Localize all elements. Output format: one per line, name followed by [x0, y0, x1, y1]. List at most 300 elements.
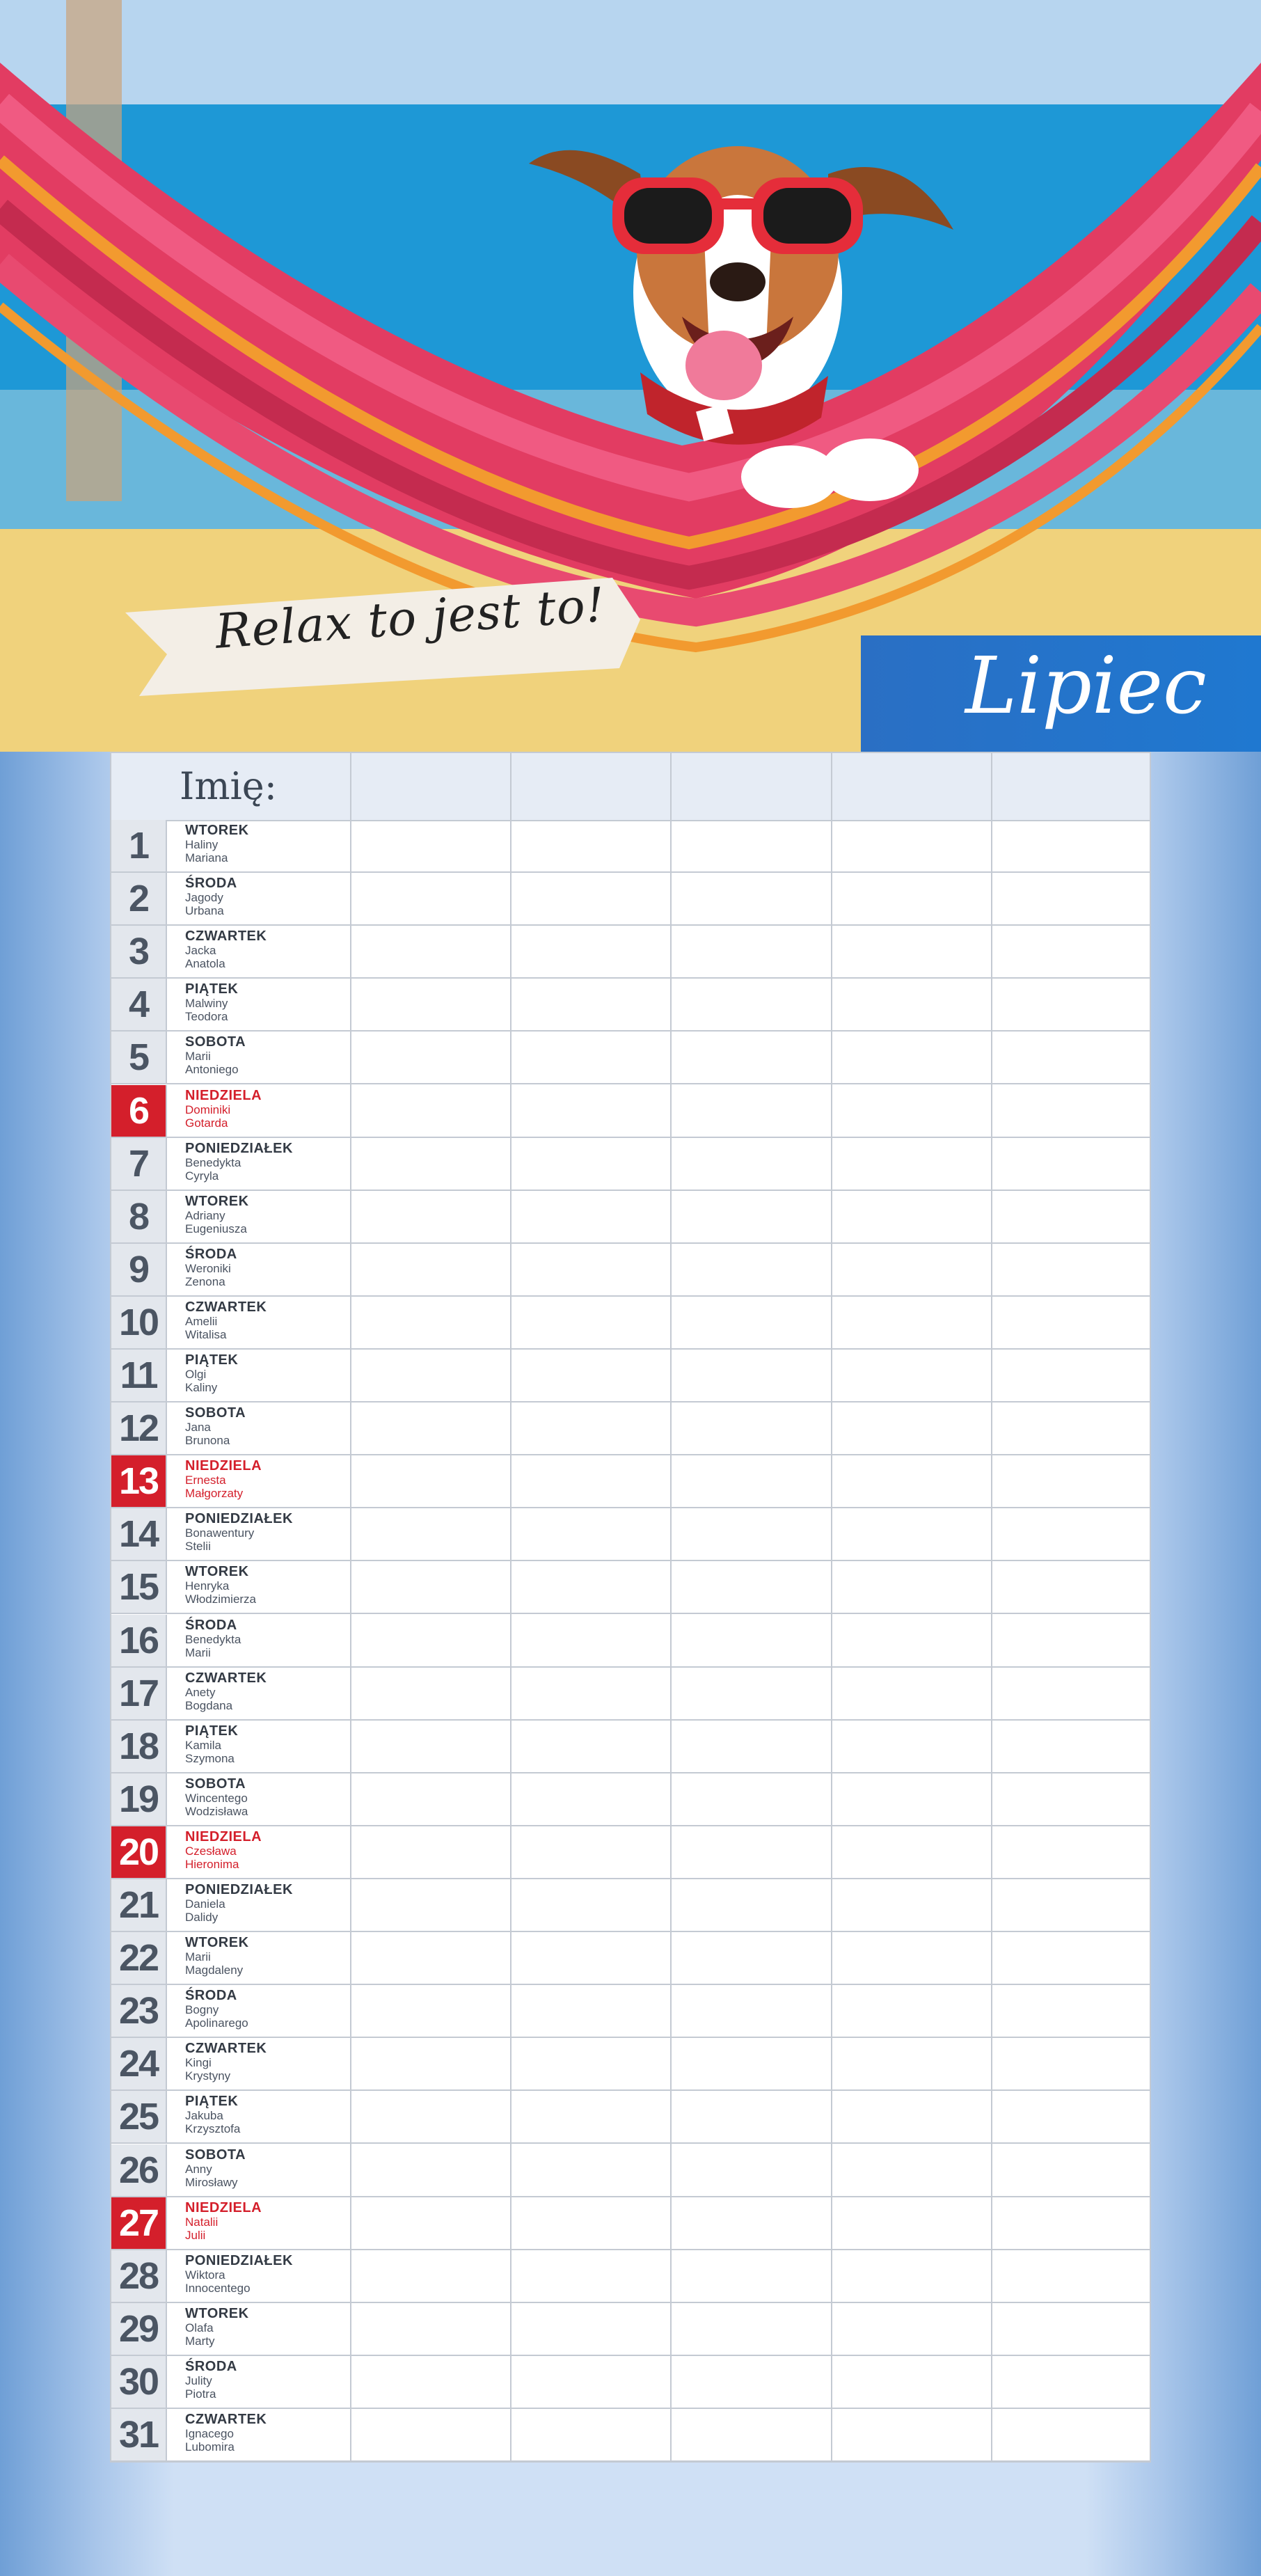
note-cell[interactable]: [511, 2144, 670, 2196]
nameday-name: Daniela: [185, 1897, 225, 1911]
note-cell[interactable]: [351, 1244, 510, 1295]
day-info: [185, 981, 238, 1023]
note-cell[interactable]: [992, 2091, 1150, 2142]
day-number-cell: [111, 1244, 167, 1295]
note-cell[interactable]: [992, 1932, 1150, 1984]
note-cell[interactable]: [511, 1350, 670, 1401]
day-row: [111, 2091, 1150, 2144]
nameday-name: Kingi: [185, 2056, 212, 2070]
note-cell[interactable]: [351, 2144, 510, 2196]
note-cell[interactable]: [992, 2356, 1150, 2408]
note-cell[interactable]: [832, 2409, 991, 2460]
nameday-name: Kamila: [185, 1738, 221, 1752]
day-number: 2: [128, 878, 149, 920]
note-cell[interactable]: [351, 1615, 510, 1666]
day-number: 29: [118, 2307, 159, 2350]
day-number: 15: [118, 1566, 159, 1609]
nameday-name: Amelii: [185, 1314, 218, 1328]
note-cell[interactable]: [672, 1297, 831, 1348]
note-cell[interactable]: [511, 1932, 670, 1984]
day-number: 9: [128, 1248, 149, 1290]
day-number: 25: [118, 2096, 159, 2138]
nameday-name: Wodzisława: [185, 1804, 248, 1818]
note-cell[interactable]: [511, 2303, 670, 2355]
nameday-name: Krzysztofa: [185, 2122, 241, 2136]
weekday-label: PIĄTEK: [185, 2094, 239, 2110]
note-cell[interactable]: [672, 2409, 831, 2460]
note-cell[interactable]: [992, 2409, 1150, 2460]
note-cell[interactable]: [832, 1508, 991, 1560]
day-row: [111, 1350, 1150, 1402]
nameday-name: Witalisa: [185, 1327, 227, 1341]
note-cell[interactable]: [832, 1455, 991, 1507]
nameday-name: Olgi: [185, 1368, 207, 1381]
nameday-name: Brunona: [185, 1434, 230, 1448]
note-cell[interactable]: [511, 1455, 670, 1507]
nameday-name: Wincentego: [185, 1791, 248, 1805]
day-info: [185, 1458, 262, 1500]
note-cell[interactable]: [832, 1138, 991, 1190]
day-number: 26: [118, 2149, 159, 2191]
nameday-name: Bonawentury: [185, 1526, 255, 1540]
note-cell[interactable]: [672, 2038, 831, 2089]
note-cell[interactable]: [351, 2409, 510, 2460]
note-cell[interactable]: [351, 2197, 510, 2249]
month-title: Lipiec: [965, 641, 1207, 732]
weekday-label: SOBOTA: [185, 1034, 246, 1050]
day-info: [185, 876, 237, 917]
note-cell[interactable]: [511, 1191, 670, 1242]
note-cell[interactable]: [832, 1773, 991, 1825]
day-info: [185, 2306, 249, 2348]
nameday-name: Krystyny: [185, 2069, 231, 2083]
day-row: [111, 979, 1150, 1032]
note-cell[interactable]: [511, 1826, 670, 1878]
note-cell[interactable]: [672, 820, 831, 871]
weekday-label: NIEDZIELA: [185, 1828, 262, 1844]
note-cell[interactable]: [351, 1826, 510, 1878]
note-cell[interactable]: [992, 1668, 1150, 1719]
weekday-label: WTOREK: [185, 2305, 249, 2321]
note-cell[interactable]: [832, 2303, 991, 2355]
day-row: [111, 1191, 1150, 1244]
note-cell[interactable]: [832, 1826, 991, 1878]
note-cell[interactable]: [351, 979, 510, 1030]
note-cell[interactable]: [511, 2356, 670, 2408]
day-number-cell: [111, 1085, 167, 1137]
note-cell[interactable]: [992, 1032, 1150, 1083]
note-cell[interactable]: [351, 1297, 510, 1348]
day-number-cell: [111, 1615, 167, 1666]
weekday-label: NIEDZIELA: [185, 2199, 262, 2215]
note-cell[interactable]: [511, 1615, 670, 1666]
nameday-name: Malwiny: [185, 997, 228, 1011]
note-cell[interactable]: [832, 1244, 991, 1295]
note-cell[interactable]: [672, 2197, 831, 2249]
nameday-name: Mirosławy: [185, 2175, 238, 2189]
day-number: 21: [118, 1884, 159, 1926]
note-cell[interactable]: [351, 1508, 510, 1560]
weekday-label: ŚRODA: [185, 1617, 237, 1633]
note-cell[interactable]: [511, 1721, 670, 1772]
note-cell[interactable]: [511, 1297, 670, 1348]
day-number-cell: [111, 926, 167, 977]
weekday-label: PONIEDZIAŁEK: [185, 1882, 293, 1897]
note-cell[interactable]: [832, 1721, 991, 1772]
note-cell[interactable]: [511, 1773, 670, 1825]
note-cell[interactable]: [351, 1932, 510, 1984]
note-cell[interactable]: [992, 2144, 1150, 2196]
note-cell[interactable]: [672, 1932, 831, 1984]
day-info: [185, 1776, 248, 1818]
weekday-label: WTOREK: [185, 1935, 249, 1951]
note-cell[interactable]: [992, 820, 1150, 871]
day-number-cell: [111, 1932, 167, 1984]
table-header-row: [111, 753, 1150, 821]
nameday-name: Julii: [185, 2228, 206, 2242]
note-cell[interactable]: [351, 1138, 510, 1190]
nameday-name: Szymona: [185, 1751, 235, 1765]
nameday-name: Małgorzaty: [185, 1487, 244, 1501]
day-number: 19: [118, 1778, 159, 1820]
note-cell[interactable]: [351, 2038, 510, 2089]
note-cell[interactable]: [672, 1455, 831, 1507]
nameday-name: Czesława: [185, 1844, 237, 1858]
note-cell[interactable]: [832, 1561, 991, 1613]
note-cell[interactable]: [672, 1402, 831, 1454]
nameday-name: Wiktora: [185, 2268, 225, 2282]
nameday-name: Anety: [185, 1685, 216, 1699]
day-info: [185, 823, 249, 864]
note-cell[interactable]: [992, 1879, 1150, 1931]
note-cell[interactable]: [351, 820, 510, 871]
day-row: [111, 2144, 1150, 2197]
note-cell[interactable]: [351, 926, 510, 977]
note-cell[interactable]: [832, 1191, 991, 1242]
day-info: [185, 1988, 248, 2030]
note-cell[interactable]: [672, 1138, 831, 1190]
day-info: [185, 1141, 293, 1183]
note-cell[interactable]: [672, 979, 831, 1030]
nameday-name: Zenona: [185, 1274, 225, 1288]
day-number-cell: [111, 2144, 167, 2196]
note-cell[interactable]: [992, 2197, 1150, 2249]
day-number: 22: [118, 1937, 159, 1980]
note-cell[interactable]: [832, 979, 991, 1030]
note-cell[interactable]: [672, 1244, 831, 1295]
note-cell[interactable]: [511, 1668, 670, 1719]
note-cell[interactable]: [992, 926, 1150, 977]
day-info: [185, 929, 267, 970]
nameday-name: Haliny: [185, 838, 219, 851]
day-number-cell: [111, 1879, 167, 1931]
note-cell[interactable]: [672, 1350, 831, 1401]
note-cell[interactable]: [992, 1191, 1150, 1242]
nameday-name: Jagody: [185, 891, 223, 905]
note-cell[interactable]: [832, 1668, 991, 1719]
note-cell[interactable]: [992, 2038, 1150, 2089]
note-cell[interactable]: [672, 1721, 831, 1772]
day-row: [111, 1244, 1150, 1297]
note-cell[interactable]: [992, 1455, 1150, 1507]
day-number-cell: [111, 873, 167, 924]
note-cell[interactable]: [992, 873, 1150, 924]
note-cell[interactable]: [351, 1085, 510, 1137]
note-cell[interactable]: [672, 1032, 831, 1083]
month-title-box: [861, 635, 1261, 752]
note-cell[interactable]: [351, 1668, 510, 1719]
day-info: [185, 1034, 246, 1076]
note-cell[interactable]: [351, 1191, 510, 1242]
note-cell[interactable]: [992, 2250, 1150, 2302]
day-info: [185, 1405, 246, 1447]
note-cell[interactable]: [351, 2356, 510, 2408]
note-cell[interactable]: [832, 1032, 991, 1083]
note-cell[interactable]: [992, 1721, 1150, 1772]
column-divider: [350, 753, 351, 2461]
note-cell[interactable]: [992, 1350, 1150, 1401]
day-number-cell: [111, 820, 167, 871]
day-number: 3: [128, 931, 149, 973]
day-number-cell: [111, 1561, 167, 1613]
note-cell[interactable]: [511, 1085, 670, 1137]
note-cell[interactable]: [672, 926, 831, 977]
note-cell[interactable]: [511, 1508, 670, 1560]
note-cell[interactable]: [351, 1455, 510, 1507]
weekday-label: PONIEDZIAŁEK: [185, 2252, 293, 2268]
note-cell[interactable]: [992, 979, 1150, 1030]
day-info: [185, 1299, 267, 1341]
note-cell[interactable]: [351, 1773, 510, 1825]
note-cell[interactable]: [351, 2303, 510, 2355]
day-number: 27: [118, 2202, 159, 2244]
note-cell[interactable]: [351, 1721, 510, 1772]
note-cell[interactable]: [351, 1032, 510, 1083]
day-number: 16: [118, 1619, 159, 1661]
weekday-label: PIĄTEK: [185, 981, 239, 997]
note-cell[interactable]: [832, 1615, 991, 1666]
note-cell[interactable]: [672, 2356, 831, 2408]
note-cell[interactable]: [672, 1879, 831, 1931]
nameday-name: Antoniego: [185, 1063, 239, 1077]
note-cell[interactable]: [832, 2038, 991, 2089]
nameday-name: Cyryla: [185, 1169, 219, 1183]
note-cell[interactable]: [992, 1085, 1150, 1137]
nameday-name: Hieronima: [185, 1857, 239, 1871]
note-cell[interactable]: [832, 2144, 991, 2196]
day-number-cell: [111, 1721, 167, 1772]
note-cell[interactable]: [511, 2038, 670, 2089]
column-divider: [991, 753, 992, 2461]
day-info: [185, 1564, 256, 1606]
note-cell[interactable]: [511, 873, 670, 924]
day-info: [185, 2041, 267, 2083]
note-cell[interactable]: [832, 1879, 991, 1931]
note-cell[interactable]: [832, 820, 991, 871]
note-cell[interactable]: [992, 1561, 1150, 1613]
note-cell[interactable]: [672, 1826, 831, 1878]
nameday-name: Jakuba: [185, 2109, 223, 2123]
day-number: 11: [120, 1354, 157, 1396]
note-cell[interactable]: [992, 1508, 1150, 1560]
nameday-name: Marii: [185, 1950, 211, 1964]
note-cell[interactable]: [351, 2091, 510, 2142]
note-cell[interactable]: [511, 979, 670, 1030]
note-cell[interactable]: [672, 1561, 831, 1613]
note-cell[interactable]: [672, 1615, 831, 1666]
day-row: [111, 873, 1150, 926]
note-cell[interactable]: [832, 873, 991, 924]
day-row: [111, 1932, 1150, 1985]
day-number: 17: [118, 1672, 159, 1714]
note-cell[interactable]: [832, 2091, 991, 2142]
day-number-cell: [111, 2091, 167, 2142]
day-number-cell: [111, 979, 167, 1030]
note-cell[interactable]: [992, 1615, 1150, 1666]
note-cell[interactable]: [672, 2091, 831, 2142]
note-cell[interactable]: [511, 1402, 670, 1454]
note-cell[interactable]: [672, 1985, 831, 2037]
note-cell[interactable]: [511, 1138, 670, 1190]
note-cell[interactable]: [511, 2250, 670, 2302]
nameday-name: Eugeniusza: [185, 1222, 247, 1235]
day-number-cell: [111, 1826, 167, 1878]
calendar-table: [110, 752, 1151, 2463]
note-cell[interactable]: [832, 2356, 991, 2408]
note-cell[interactable]: [832, 1932, 991, 1984]
nameday-name: Marii: [185, 1050, 211, 1064]
column-divider: [831, 753, 832, 2461]
day-row: [111, 1721, 1150, 1773]
note-cell[interactable]: [832, 926, 991, 977]
note-cell[interactable]: [511, 2091, 670, 2142]
day-info: [185, 1618, 241, 1659]
day-number-cell: [111, 2409, 167, 2460]
note-cell[interactable]: [672, 1773, 831, 1825]
nameday-name: Innocentego: [185, 2281, 251, 2295]
day-number: 4: [128, 983, 149, 1026]
nameday-name: Benedykta: [185, 1155, 241, 1169]
nameday-name: Benedykta: [185, 1632, 241, 1646]
day-number: 14: [118, 1513, 159, 1556]
day-row: [111, 1879, 1150, 1932]
note-cell[interactable]: [992, 1773, 1150, 1825]
day-row: [111, 2250, 1150, 2303]
note-cell[interactable]: [832, 1297, 991, 1348]
day-number-cell: [111, 1032, 167, 1083]
day-number-cell: [111, 2356, 167, 2408]
note-cell[interactable]: [832, 1085, 991, 1137]
note-cell[interactable]: [351, 1402, 510, 1454]
nameday-name: Adriany: [185, 1208, 225, 1222]
note-cell[interactable]: [511, 1985, 670, 2037]
note-cell[interactable]: [992, 1985, 1150, 2037]
day-number-cell: [111, 1668, 167, 1719]
day-info: [185, 2412, 267, 2453]
day-number: 20: [118, 1831, 159, 1873]
note-cell[interactable]: [992, 1402, 1150, 1454]
nameday-name: Kaliny: [185, 1381, 218, 1394]
day-number: 31: [118, 2414, 159, 2456]
nameday-name: Dominiki: [185, 1103, 231, 1116]
note-cell[interactable]: [672, 873, 831, 924]
note-cell[interactable]: [511, 1032, 670, 1083]
nameday-name: Ernesta: [185, 1473, 226, 1487]
day-info: [185, 2253, 293, 2295]
note-cell[interactable]: [832, 2197, 991, 2249]
note-cell[interactable]: [992, 1244, 1150, 1295]
note-cell[interactable]: [672, 2144, 831, 2196]
note-cell[interactable]: [511, 1879, 670, 1931]
nameday-name: Jana: [185, 1421, 211, 1435]
note-cell[interactable]: [351, 1985, 510, 2037]
day-info: [185, 1352, 238, 1394]
day-number: 8: [128, 1195, 149, 1238]
note-cell[interactable]: [351, 1879, 510, 1931]
note-cell[interactable]: [672, 2250, 831, 2302]
day-info: [185, 1088, 262, 1130]
day-number-cell: [111, 1508, 167, 1560]
nameday-name: Weroniki: [185, 1261, 231, 1275]
note-cell[interactable]: [832, 1402, 991, 1454]
day-row: [111, 1297, 1150, 1350]
day-info: [185, 1511, 293, 1553]
note-cell[interactable]: [351, 873, 510, 924]
day-number: 6: [128, 1089, 149, 1132]
nameday-name: Anny: [185, 2162, 212, 2176]
day-info: [185, 2147, 246, 2189]
note-cell[interactable]: [832, 1985, 991, 2037]
day-row: [111, 1138, 1150, 1191]
note-cell[interactable]: [992, 1826, 1150, 1878]
note-cell[interactable]: [992, 1297, 1150, 1348]
note-cell[interactable]: [832, 1350, 991, 1401]
note-cell[interactable]: [511, 2197, 670, 2249]
note-cell[interactable]: [832, 2250, 991, 2302]
day-info: [185, 2200, 262, 2242]
weekday-label: ŚRODA: [185, 1988, 237, 2004]
note-cell[interactable]: [672, 2303, 831, 2355]
note-cell[interactable]: [511, 820, 670, 871]
note-cell[interactable]: [672, 1508, 831, 1560]
weekday-label: PIĄTEK: [185, 1723, 239, 1739]
note-cell[interactable]: [992, 2303, 1150, 2355]
note-cell[interactable]: [511, 1244, 670, 1295]
note-cell[interactable]: [672, 1085, 831, 1137]
note-cell[interactable]: [511, 926, 670, 977]
note-cell[interactable]: [672, 1668, 831, 1719]
day-row: [111, 2356, 1150, 2409]
weekday-label: WTOREK: [185, 1564, 249, 1580]
note-cell[interactable]: [992, 1138, 1150, 1190]
nameday-name: Mariana: [185, 851, 228, 864]
name-column-header: Imię:: [180, 764, 277, 808]
note-cell[interactable]: [351, 1561, 510, 1613]
note-cell[interactable]: [351, 2250, 510, 2302]
day-row: [111, 1561, 1150, 1614]
day-number: 30: [118, 2360, 159, 2403]
day-number: 1: [128, 825, 149, 867]
day-row: [111, 2038, 1150, 2091]
day-number: 18: [118, 1725, 159, 1767]
weekday-label: ŚRODA: [185, 2358, 237, 2374]
note-cell[interactable]: [511, 2409, 670, 2460]
nameday-name: Piotra: [185, 2387, 216, 2401]
note-cell[interactable]: [672, 1191, 831, 1242]
note-cell[interactable]: [351, 1350, 510, 1401]
note-cell[interactable]: [511, 1561, 670, 1613]
nameday-name: Dalidy: [185, 1911, 219, 1924]
